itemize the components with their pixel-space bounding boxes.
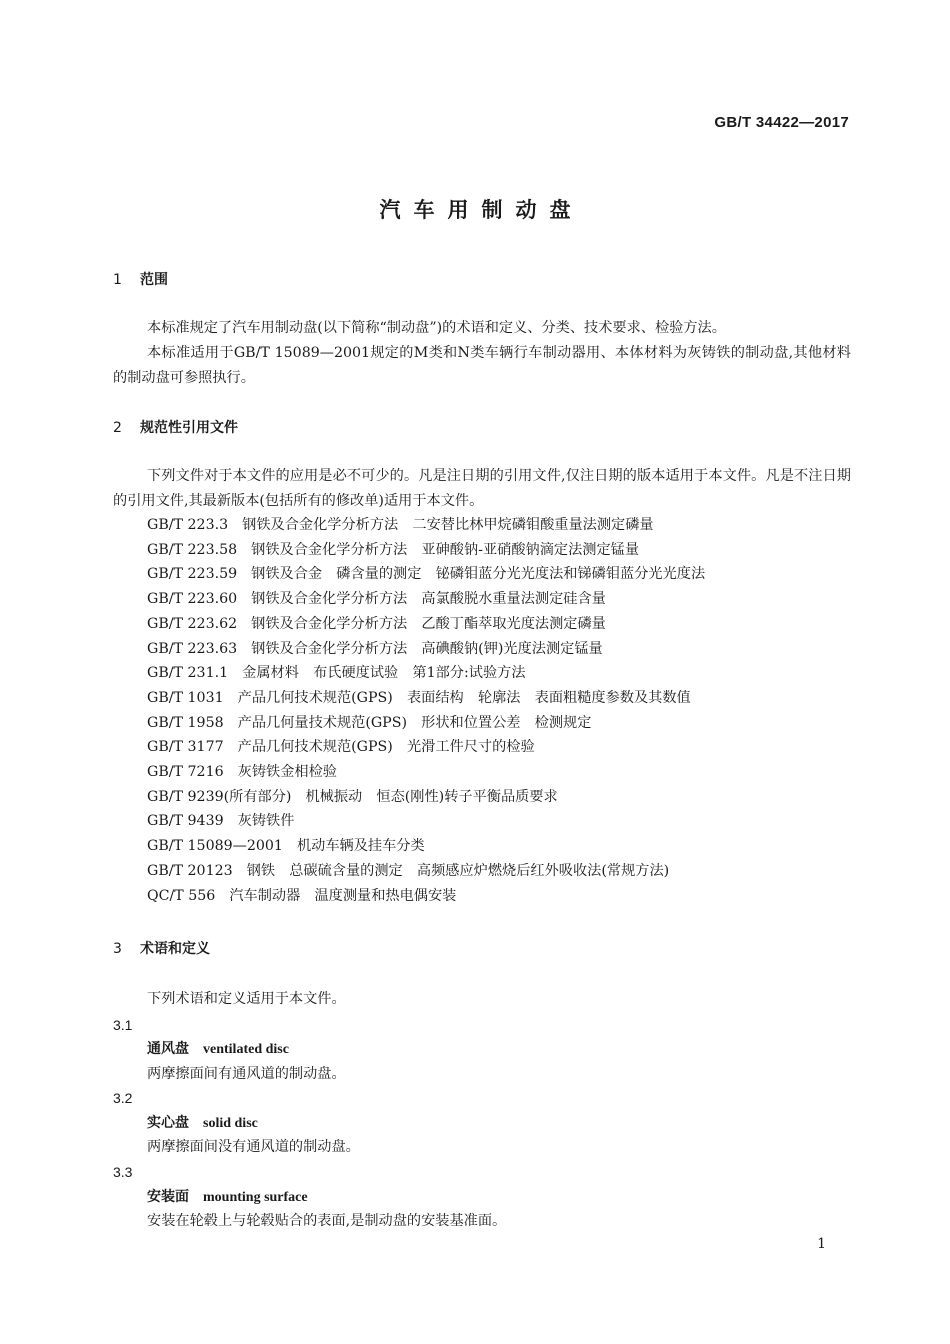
reference-item: [147, 562, 705, 587]
references-intro-paragraph: 下列文件对于本文件的应用是必不可少的。凡是注日期的引用文件,仅注日期的版本适用于本文件。凡是不注日期的引用文件,其最新版本(包括所有的修改单)适用于本文件。: [113, 468, 851, 509]
term-chinese: 通风盘: [147, 1041, 189, 1057]
normative-references-list: [147, 513, 705, 908]
reference-item: [147, 711, 705, 736]
term-number: 3.2: [113, 1090, 133, 1106]
reference-code: GB/T 20123: [147, 862, 233, 879]
term-definition: 安装在轮毂上与轮毂贴合的表面,是制动盘的安装基准面。: [147, 1213, 507, 1229]
standard-code: GB/T 34422—2017: [714, 114, 849, 131]
section-title: 术语和定义: [140, 941, 210, 957]
reference-code: GB/T 1031: [147, 689, 224, 706]
section-number: 2: [113, 420, 122, 436]
reference-item: [147, 538, 705, 563]
reference-item: [147, 612, 705, 637]
reference-title: 钢铁及合金化学分析方法 乙酸丁酯萃取光度法测定磷量: [251, 615, 606, 632]
reference-item: [147, 637, 705, 662]
section-3-heading: [113, 939, 210, 959]
reference-code: GB/T 223.3: [147, 517, 229, 533]
term-number: 3.1: [113, 1017, 133, 1033]
section-title: 范围: [140, 272, 168, 288]
term-english: mounting surface: [203, 1190, 308, 1205]
reference-title: 钢铁及合金化学分析方法 二安替比林甲烷磷钼酸重量法测定磷量: [242, 517, 654, 533]
reference-item: [147, 884, 705, 909]
term-heading: [147, 1187, 308, 1208]
reference-code: GB/T 1958: [147, 714, 224, 731]
reference-code: GB/T 223.62: [147, 615, 238, 632]
reference-title: 钢铁及合金化学分析方法 亚砷酸钠-亚硝酸钠滴定法测定锰量: [251, 541, 640, 558]
terms-intro-paragraph: 下列术语和定义适用于本文件。: [147, 991, 346, 1007]
term-definition: 两摩擦面间有通风道的制动盘。: [147, 1066, 346, 1082]
reference-code: GB/T 7216: [147, 764, 224, 781]
section-title: 规范性引用文件: [140, 420, 238, 436]
reference-title: 机械振动 恒态(刚性)转子平衡品质要求: [305, 788, 558, 805]
reference-item: [147, 661, 705, 686]
reference-code: GB/T 223.63: [147, 640, 238, 657]
reference-code: QC/T 556: [147, 887, 216, 904]
reference-code: GB/T 223.58: [147, 541, 238, 558]
reference-title: 钢铁 总碳硫含量的测定 高频感应炉燃烧后红外吸收法(常规方法): [246, 862, 670, 879]
reference-item: [147, 735, 705, 760]
reference-code: GB/T 9239(所有部分): [147, 788, 292, 805]
reference-title: 钢铁及合金化学分析方法 高氯酸脱水重量法测定硅含量: [251, 591, 606, 608]
reference-code: GB/T 3177: [147, 739, 224, 756]
scope-paragraph-2: 本标准适用于GB/T 15089—2001规定的M类和N类车辆行车制动器用、本体材料为灰铸铁的制动盘,其他材料的制动盘可参照执行。: [113, 345, 851, 386]
reference-item: [147, 785, 705, 810]
reference-title: 钢铁及合金化学分析方法 高碘酸钠(钾)光度法测定锰量: [251, 640, 603, 657]
reference-title: 产品几何量技术规范(GPS) 形状和位置公差 检测规定: [237, 714, 592, 731]
reference-title: 灰铸铁件: [237, 813, 295, 830]
reference-title: 产品几何技术规范(GPS) 光滑工件尺寸的检验: [237, 739, 535, 756]
reference-code: GB/T 231.1: [147, 665, 229, 682]
reference-code: GB/T 15089—2001: [147, 838, 283, 855]
section-1-heading: [113, 270, 168, 290]
document-title: 汽车用制动盘: [379, 198, 584, 222]
reference-item: [147, 859, 705, 884]
reference-item: [147, 513, 705, 538]
reference-title: 机动车辆及挂车分类: [296, 838, 425, 855]
reference-title: 灰铸铁金相检验: [237, 764, 337, 781]
reference-code: GB/T 9439: [147, 813, 224, 830]
section-2-heading: [113, 418, 238, 438]
term-number: 3.3: [113, 1164, 133, 1180]
reference-item: [147, 686, 705, 711]
reference-item: [147, 760, 705, 785]
reference-title: 金属材料 布氏硬度试验 第1部分:试验方法: [242, 665, 526, 682]
reference-item: [147, 809, 705, 834]
term-definition: 两摩擦面间没有通风道的制动盘。: [147, 1139, 360, 1155]
reference-code: GB/T 223.60: [147, 591, 238, 608]
term-chinese: 安装面: [147, 1189, 189, 1205]
term-heading: [147, 1039, 289, 1060]
scope-paragraph-1: 本标准规定了汽车用制动盘(以下简称“制动盘”)的术语和定义、分类、技术要求、检验方法。: [147, 320, 726, 336]
reference-title: 产品几何技术规范(GPS) 表面结构 轮廓法 表面粗糙度参数及其数值: [237, 689, 691, 706]
reference-title: 汽车制动器 温度测量和热电偶安装: [229, 887, 457, 904]
reference-title: 钢铁及合金 磷含量的测定 铋磷钼蓝分光光度法和锑磷钼蓝分光光度法: [251, 566, 706, 583]
term-chinese: 实心盘: [147, 1115, 189, 1131]
term-english: solid disc: [203, 1116, 258, 1131]
reference-item: [147, 834, 705, 859]
reference-code: GB/T 223.59: [147, 566, 238, 583]
section-number: 1: [113, 272, 122, 288]
reference-item: [147, 587, 705, 612]
section-number: 3: [113, 941, 122, 957]
term-heading: [147, 1113, 258, 1134]
term-english: ventilated disc: [203, 1042, 289, 1057]
page-number: 1: [817, 1236, 826, 1252]
